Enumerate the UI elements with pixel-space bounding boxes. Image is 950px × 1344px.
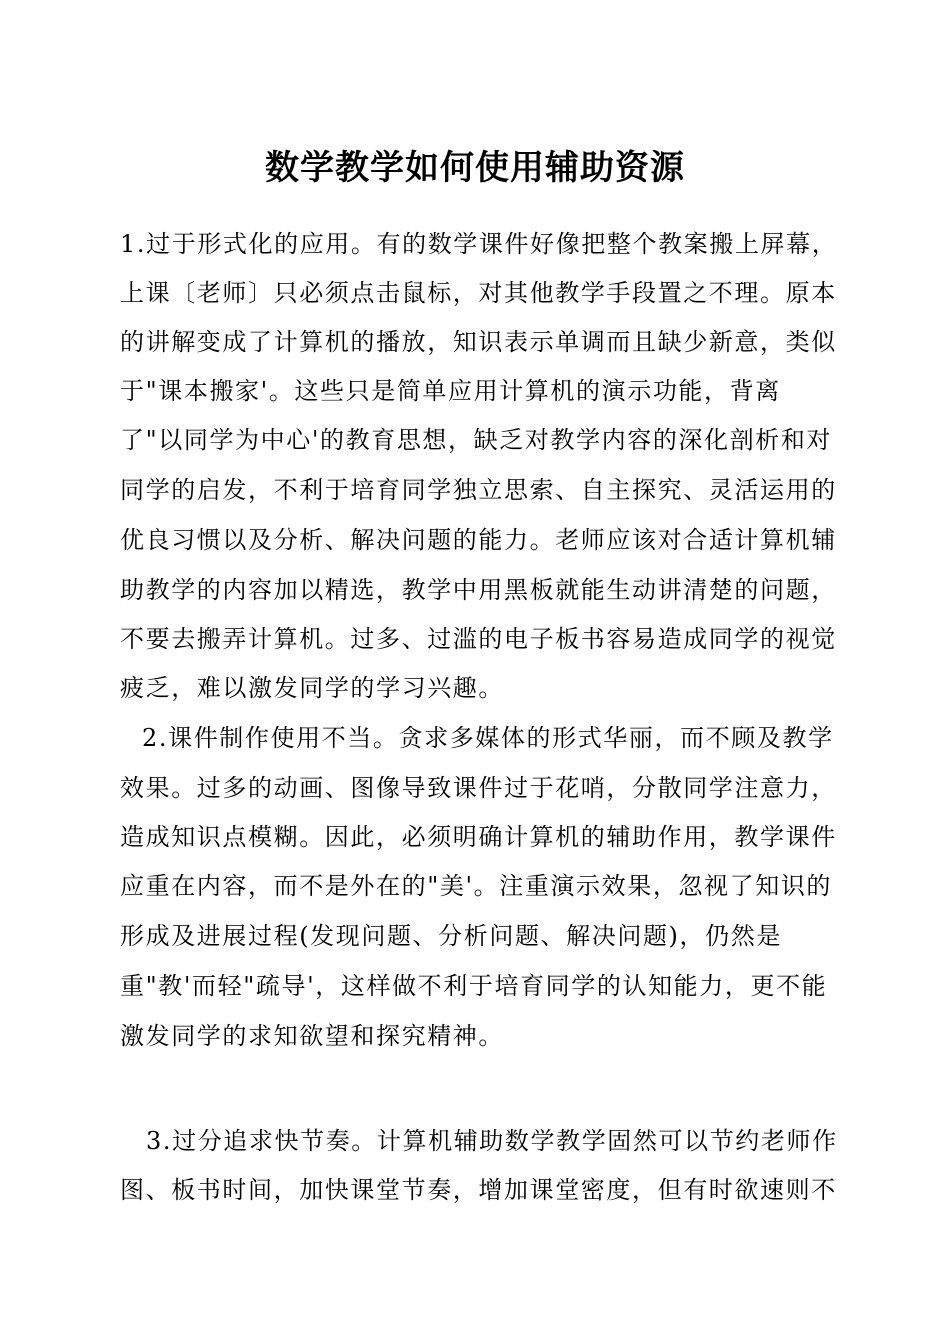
paragraph-2-line: 激发同学的求知欲望和探究精神。 — [120, 1022, 504, 1050]
paragraph-2-line: 形成及进展过程(发现问题、分析问题、解决问题)，仍然是 — [120, 922, 782, 950]
paragraph-1-line: 了"以同学为中心'的教育思想，缺乏对教学内容的深化剖析和对 — [120, 426, 833, 454]
paragraph-2-line: 2.课件制作使用不当。贪求多媒体的形式华丽，而不顾及教学 — [142, 724, 834, 752]
paragraph-1-line: 同学的启发，不利于培育同学独立思索、自主探究、灵活运用的 — [120, 476, 837, 504]
paragraph-2-line: 效果。过多的动画、图像导致课件过于花哨，分散同学注意力， — [120, 774, 837, 802]
paragraph-1-line: 优良习惯以及分析、解决问题的能力。老师应该对合适计算机辅 — [120, 526, 837, 554]
document-title: 数学教学如何使用辅助资源 — [265, 148, 685, 188]
paragraph-3-line: 图、板书时间，加快课堂节奏，增加课堂密度，但有时欲速则不 — [120, 1176, 837, 1204]
paragraph-1-line: 于"课本搬家'。这些只是简单应用计算机的演示功能，背离 — [120, 377, 781, 405]
paragraph-1-line: 助教学的内容加以精选，教学中用黑板就能生动讲清楚的问题， — [120, 576, 837, 604]
paragraph-1-line: 不要去搬弄计算机。过多、过滥的电子板书容易造成同学的视觉 — [120, 625, 837, 653]
paragraph-2-line: 应重在内容，而不是外在的"美'。注重演示效果，忽视了知识的 — [120, 872, 833, 900]
paragraph-1-line: 的讲解变成了计算机的播放，知识表示单调而且缺少新意，类似 — [120, 328, 837, 356]
paragraph-2-line: 造成知识点模糊。因此，必须明确计算机的辅助作用，教学课件 — [120, 823, 837, 851]
paragraph-1-line: 疲乏，难以激发同学的学习兴趣。 — [120, 674, 504, 702]
paragraph-2-line: 重"教'而轻"疏导'，这样做不利于培育同学的认知能力，更不能 — [120, 972, 828, 1000]
paragraph-1-line: 1.过于形式化的应用。有的数学课件好像把整个教案搬上屏幕， — [120, 230, 838, 258]
paragraph-1-line: 上课〔老师〕只必须点击鼠标，对其他教学手段置之不理。原本 — [120, 279, 837, 307]
paragraph-3-line: 3.过分追求快节奏。计算机辅助数学教学固然可以节约老师作 — [146, 1127, 838, 1155]
